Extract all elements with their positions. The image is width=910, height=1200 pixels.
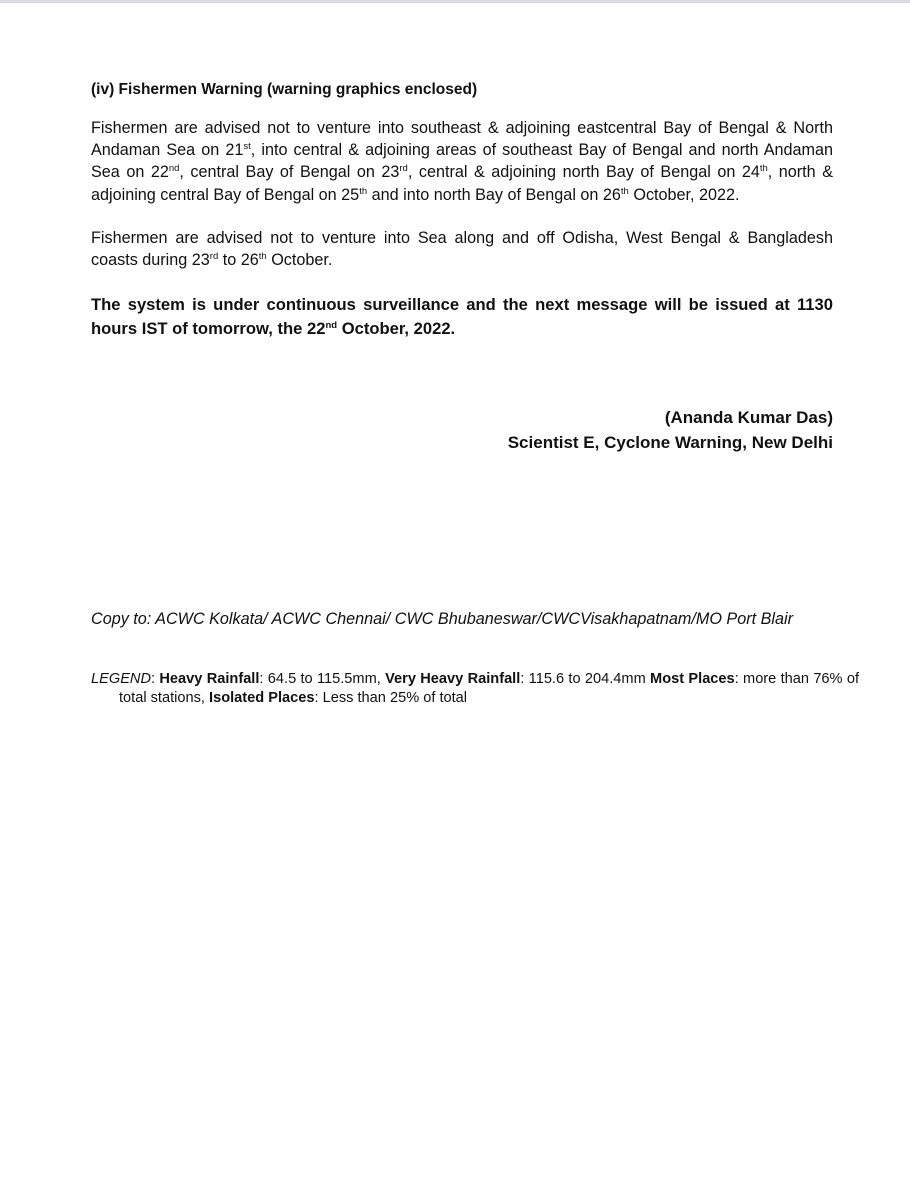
- signatory-designation: Scientist E, Cyclone Warning, New Delhi: [507, 433, 833, 452]
- ordinal-suffix: th: [258, 251, 267, 263]
- text-run: , central & adjoining north Bay of Bengal on 24: [407, 163, 760, 182]
- ordinal-suffix: st: [243, 141, 251, 153]
- text-run: October, 2022.: [628, 185, 740, 204]
- coastal-advisory-paragraph: [91, 227, 833, 271]
- ordinal-suffix: th: [759, 163, 768, 175]
- signature-block: [508, 405, 833, 455]
- page-top-edge: [0, 0, 910, 3]
- signatory-name: (Ananda Kumar Das): [664, 408, 833, 427]
- legend-term: Most Places: [650, 671, 735, 687]
- copy-to-line: Copy to: ACWC Kolkata/ ACWC Chennai/ CWC Bhubaneswar/CWCVisakhapatnam/MO Port Blair: [91, 610, 793, 628]
- ordinal-suffix: nd: [168, 163, 180, 175]
- text-run: Fishermen are advised not to venture into Sea along and off Odisha, West Bengal & Bangladesh coasts during 23: [91, 229, 833, 270]
- fishermen-advisory-paragraph: [91, 117, 833, 206]
- ordinal-suffix: nd: [325, 320, 338, 331]
- text-run: , into central & adjoining areas of southeast Bay of Bengal and north Andaman Sea on 22: [91, 141, 833, 182]
- legend-definition: : Less than 25% of total: [314, 690, 468, 706]
- text-run: The system is under continuous surveillance and the next message will be issued at 1130 hours IST of tomorrow, the 22: [91, 295, 833, 338]
- legend: [91, 670, 859, 708]
- text-run: to 26: [218, 251, 259, 270]
- text-run: October.: [266, 251, 333, 270]
- legend-definition: : 115.6 to 204.4mm: [520, 671, 651, 687]
- ordinal-suffix: th: [620, 185, 629, 197]
- text-run: , north & adjoining central Bay of Bengal on 25: [91, 163, 833, 204]
- text-run: October, 2022.: [337, 319, 456, 338]
- legend-term: Isolated Places: [209, 690, 315, 706]
- legend-label: LEGEND: [91, 671, 152, 687]
- ordinal-suffix: rd: [209, 251, 219, 263]
- text-run: Fishermen are advised not to venture into southeast & adjoining eastcentral Bay of Bengal & North Andaman Sea on 21: [91, 119, 833, 160]
- ordinal-suffix: th: [359, 185, 368, 197]
- text-run: :: [151, 671, 160, 687]
- surveillance-notice: [91, 293, 833, 341]
- legend-term: Very Heavy Rainfall: [385, 671, 521, 687]
- legend-definition: : more than 76% of total stations,: [119, 671, 860, 706]
- section-heading: (iv) Fishermen Warning (warning graphics enclosed): [91, 81, 478, 98]
- ordinal-suffix: rd: [399, 163, 408, 175]
- legend-definition: : 64.5 to 115.5mm,: [259, 671, 386, 687]
- text-run: , central Bay of Bengal on 23: [179, 163, 400, 182]
- legend-term: Heavy Rainfall: [159, 671, 260, 687]
- text-run: and into north Bay of Bengal on 26: [367, 185, 621, 204]
